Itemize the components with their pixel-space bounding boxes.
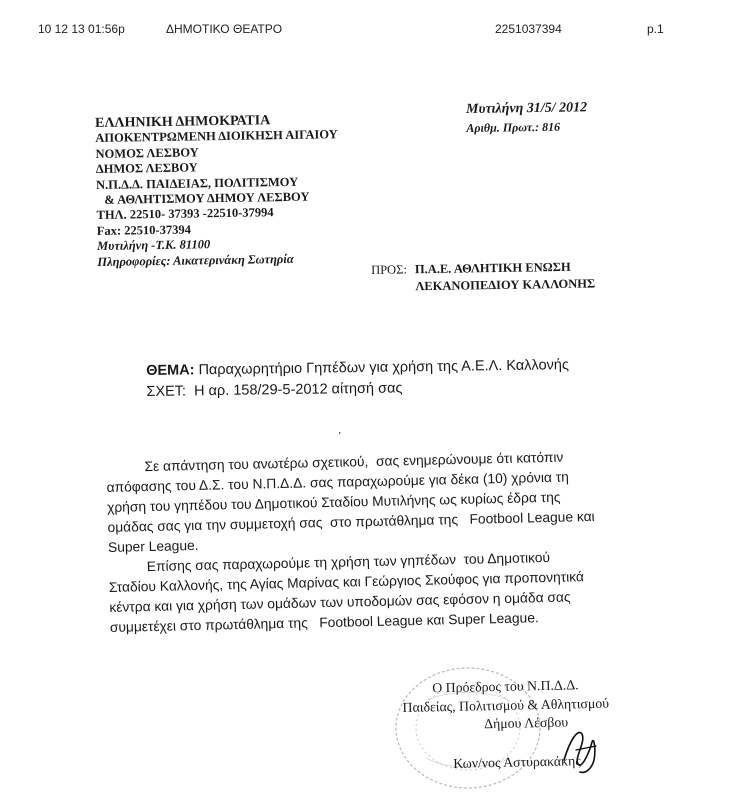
sender-line: ΔΗΜΟΣ ΛΕΣΒΟΥ bbox=[95, 160, 198, 177]
date-block bbox=[466, 100, 587, 136]
subject-label: ΘΕΜΑ: bbox=[146, 362, 195, 379]
body-line: χρήση του γηπέδου του Δημοτικού Σταδίου Μυτιλήνης ως κυρίως έδρα της bbox=[106, 489, 561, 515]
body-line: Σταδίου Καλλονής, της Αγίας Μαρίνας και Γεώργιος Σκούφος για προπονητικά bbox=[108, 569, 585, 595]
reference-text: Η αρ. 158/29-5-2012 αίτησή σας bbox=[193, 380, 403, 400]
fax-page-number: p.1 bbox=[647, 22, 664, 36]
handwritten-signature-icon bbox=[556, 720, 606, 780]
sender-line: ΑΠΟΚΕΝΤΡΩΜΕΝΗ ΔΙΟΙΚΗΣΗ ΑΙΓΑΙΟΥ bbox=[95, 127, 338, 146]
document-date: Μυτιλήνη 31/5/ 2012 bbox=[466, 100, 588, 117]
sender-address: Μυτιλήνη -Τ.Κ. 81100 bbox=[96, 237, 211, 254]
reference-label: ΣΧΕΤ: bbox=[146, 383, 187, 400]
fax-phone: 2251037394 bbox=[495, 22, 562, 36]
letter-body bbox=[106, 447, 610, 638]
body-line: Super League. bbox=[107, 537, 199, 555]
signatory-title: Παιδείας, Πολιτισμού & Αθλητισμού bbox=[402, 695, 610, 715]
subject-text: Παραχωρητήριο Γηπέδων για χρήση της Α.Ε.Λ. Καλλονής bbox=[198, 357, 570, 379]
scan-mark: ʼ bbox=[338, 431, 342, 442]
sender-fax: Fax: 22510-37394 bbox=[96, 222, 191, 238]
body-line: Σε απάντηση του ανωτέρω σχετικού, σας ενημερώνουμε ότι κατόπιν bbox=[106, 449, 564, 475]
sender-info-contact: Πληροφορίες: Αικατερινάκη Σωτηρία bbox=[97, 251, 294, 269]
sender-line: ΝΟΜΟΣ ΛΕΣΒΟΥ bbox=[95, 145, 199, 161]
body-line: απόφασης του Δ.Σ. του Ν.Π.Δ.Δ. σας παραχωρούμε για δέκα (10) χρόνια τη bbox=[106, 469, 570, 495]
signatory-title: Ο Πρόεδρος του Ν.Π.Δ.Δ. bbox=[432, 677, 579, 696]
sender-line: ΕΛΛΗΝΙΚΗ ΔΗΜΟΚΡΑΤΙΑ bbox=[95, 113, 271, 131]
recipient-line: Π.Α.Ε. ΑΘΛΗΤΙΚΗ ΕΝΩΣΗ bbox=[414, 259, 571, 277]
subject-block bbox=[146, 355, 569, 403]
fax-sender: ΔΗΜΟΤΙΚΟ ΘΕΑΤΡΟ bbox=[166, 22, 283, 36]
signatory-title: Δήμου Λέσβου bbox=[484, 714, 569, 732]
body-line: Επίσης σας παραχωρούμε τη χρήση των γηπέδων του Δημοτικού bbox=[108, 549, 551, 575]
sender-block bbox=[95, 112, 340, 270]
recipient-label: ΠΡΟΣ: bbox=[371, 262, 407, 277]
recipient-line: ΛΕΚΑΝΟΠΕΔΙΟΥ ΚΑΛΛΟΝΗΣ bbox=[415, 276, 596, 294]
protocol-number: Αριθμ. Πρωτ.: 816 bbox=[466, 119, 561, 135]
sender-line: & ΑΘΛΗΤΙΣΜΟΥ ΔΗΜΟΥ ΛΕΣΒΟΥ bbox=[104, 189, 310, 207]
body-line: ομάδας σας για την συμμετοχή σας στο πρωτάθλημα της Footbool League και bbox=[107, 508, 595, 535]
signatory-name: Κων/νος Αστυρακάκης bbox=[453, 752, 581, 771]
body-line: κέντρα και για χρήση των ομάδων των υποδομών σας εφόσον η ομάδα σας bbox=[109, 589, 571, 615]
fax-timestamp: 10 12 13 01:56p bbox=[38, 22, 125, 36]
sender-phone: ΤΗΛ. 22510- 37393 -22510-37994 bbox=[96, 205, 274, 223]
sender-line: Ν.Π.Δ.Δ. ΠΑΙΔΕΙΑΣ, ΠΟΛΙΤΙΣΜΟΥ bbox=[95, 174, 299, 192]
body-line: συμμετέχει στο πρωτάθλημα της Footbool League και Super League. bbox=[109, 610, 539, 635]
recipient-block bbox=[371, 258, 595, 296]
